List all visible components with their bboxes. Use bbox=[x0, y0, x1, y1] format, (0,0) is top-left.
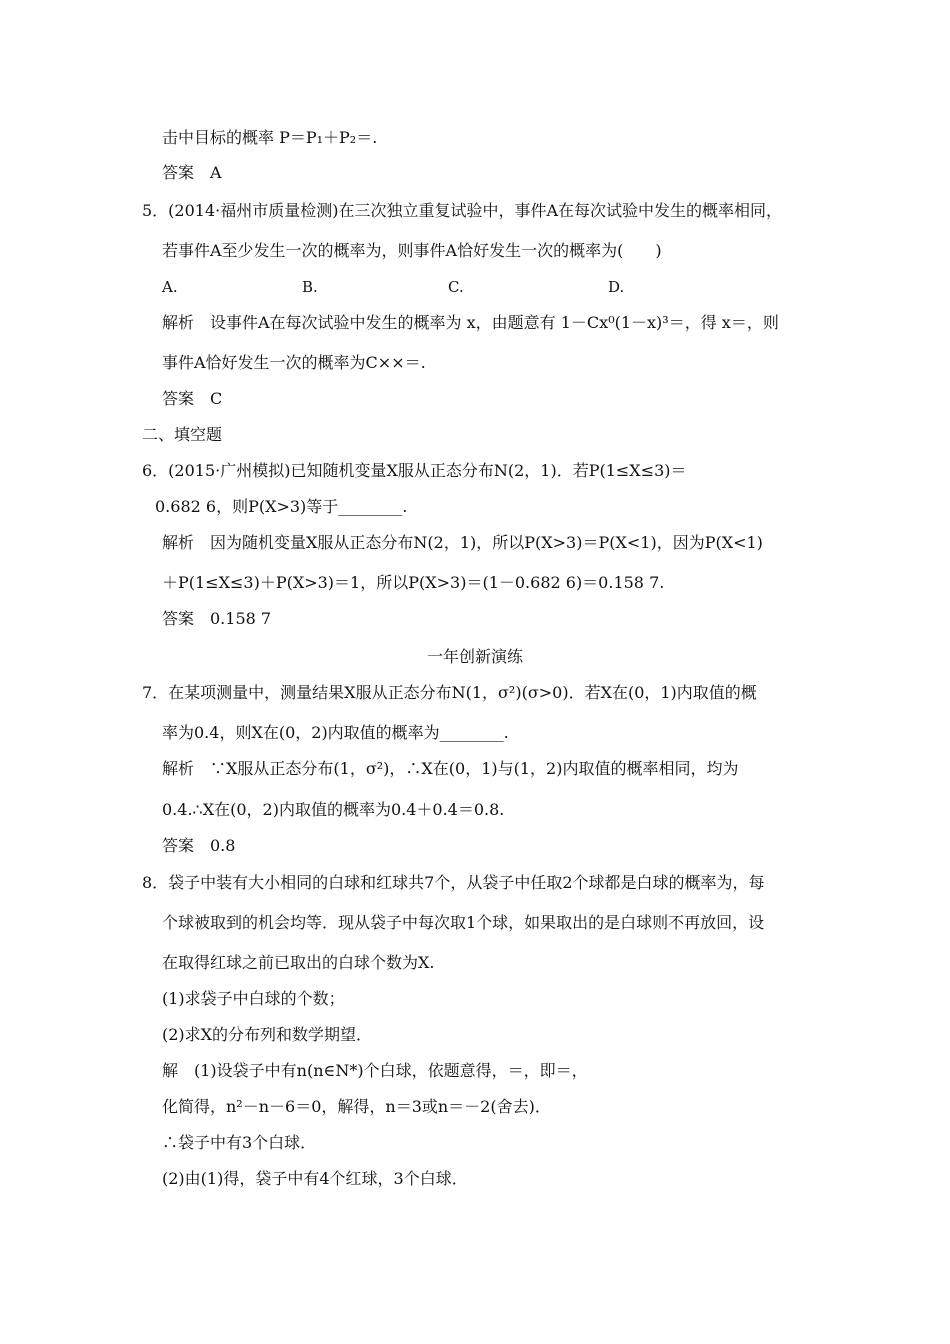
question-6-line-1: 6．(2015·广州模拟)已知随机变量X服从正态分布N(2，1)．若P(1≤X≤3)＝ bbox=[142, 461, 687, 480]
option-b: B. bbox=[302, 278, 318, 296]
question-5-line-2: 若事件A至少发生一次的概率为，则事件A恰好发生一次的概率为( ) bbox=[162, 241, 662, 260]
answer-line: 答案 C bbox=[162, 389, 223, 408]
analysis-line-2: 0.4.∴X在(0，2)内取值的概率为0.4＋0.4＝0.8. bbox=[162, 800, 505, 819]
question-8-line-1: 8．袋子中装有大小相同的白球和红球共7个，从袋子中任取2个球都是白球的概率为，每 bbox=[142, 873, 765, 892]
line-hit-probability: 击中目标的概率 P＝P₁＋P₂＝. bbox=[162, 128, 378, 147]
question-6-line-2: 0.682 6，则P(X>3)等于________. bbox=[155, 497, 408, 516]
answer-line: 答案 0.158 7 bbox=[162, 609, 272, 628]
solution-line-1: 解 (1)设袋子中有n(n∈N*)个白球，依题意得，＝，即＝， bbox=[162, 1061, 588, 1080]
question-8-line-2: 个球被取到的机会均等．现从袋子中每次取1个球，如果取出的是白球则不再放回，设 bbox=[162, 913, 765, 932]
option-d: D. bbox=[608, 278, 625, 296]
sub-question-2: (2)求X的分布列和数学期望． bbox=[162, 1025, 373, 1044]
section-heading: 二、填空题 bbox=[142, 425, 223, 444]
option-a: A. bbox=[162, 278, 178, 296]
solution-line-2: 化简得，n²－n－6＝0，解得，n＝3或n＝－2(舍去)． bbox=[162, 1097, 551, 1116]
analysis-line-1: 解析 ∵X服从正态分布(1，σ²)，∴X在(0，1)与(1，2)内取值的概率相同，均为 bbox=[162, 759, 739, 778]
question-8-line-3: 在取得红球之前已取出的白球个数为X. bbox=[162, 953, 435, 972]
solution-line-4: (2)由(1)得，袋子中有4个红球，3个白球． bbox=[162, 1169, 468, 1188]
analysis-line-1: 解析 因为随机变量X服从正态分布N(2，1)，所以P(X>3)＝P(X<1)，因为P(X<1) bbox=[162, 533, 763, 552]
solution-line-3: ∴袋子中有3个白球． bbox=[162, 1133, 317, 1152]
question-7-line-1: 7．在某项测量中，测量结果X服从正态分布N(1，σ²)(σ>0)．若X在(0，1)内取值的概 bbox=[142, 683, 757, 702]
section-subheading: 一年创新演练 bbox=[426, 647, 523, 666]
analysis-line-2: 事件A恰好发生一次的概率为C××＝. bbox=[162, 353, 426, 372]
option-c: C. bbox=[448, 278, 464, 296]
analysis-line-1: 解析 设事件A在每次试验中发生的概率为 x，由题意有 1－Cx⁰(1－x)³＝，得 x＝，则 bbox=[162, 313, 779, 332]
answer-line: 答案 0.8 bbox=[162, 836, 236, 855]
question-5-line-1: 5．(2014·福州市质量检测)在三次独立重复试验中，事件A在每次试验中发生的概率相同， bbox=[142, 201, 783, 220]
analysis-line-2: ＋P(1≤X≤3)＋P(X>3)＝1，所以P(X>3)＝(1－0.682 6)＝0.158 7. bbox=[162, 573, 665, 592]
answer-line: 答案 A bbox=[162, 163, 222, 182]
question-7-line-2: 率为0.4，则X在(0，2)内取值的概率为________. bbox=[162, 723, 509, 742]
sub-question-1: (1)求袋子中白球的个数； bbox=[162, 989, 345, 1008]
